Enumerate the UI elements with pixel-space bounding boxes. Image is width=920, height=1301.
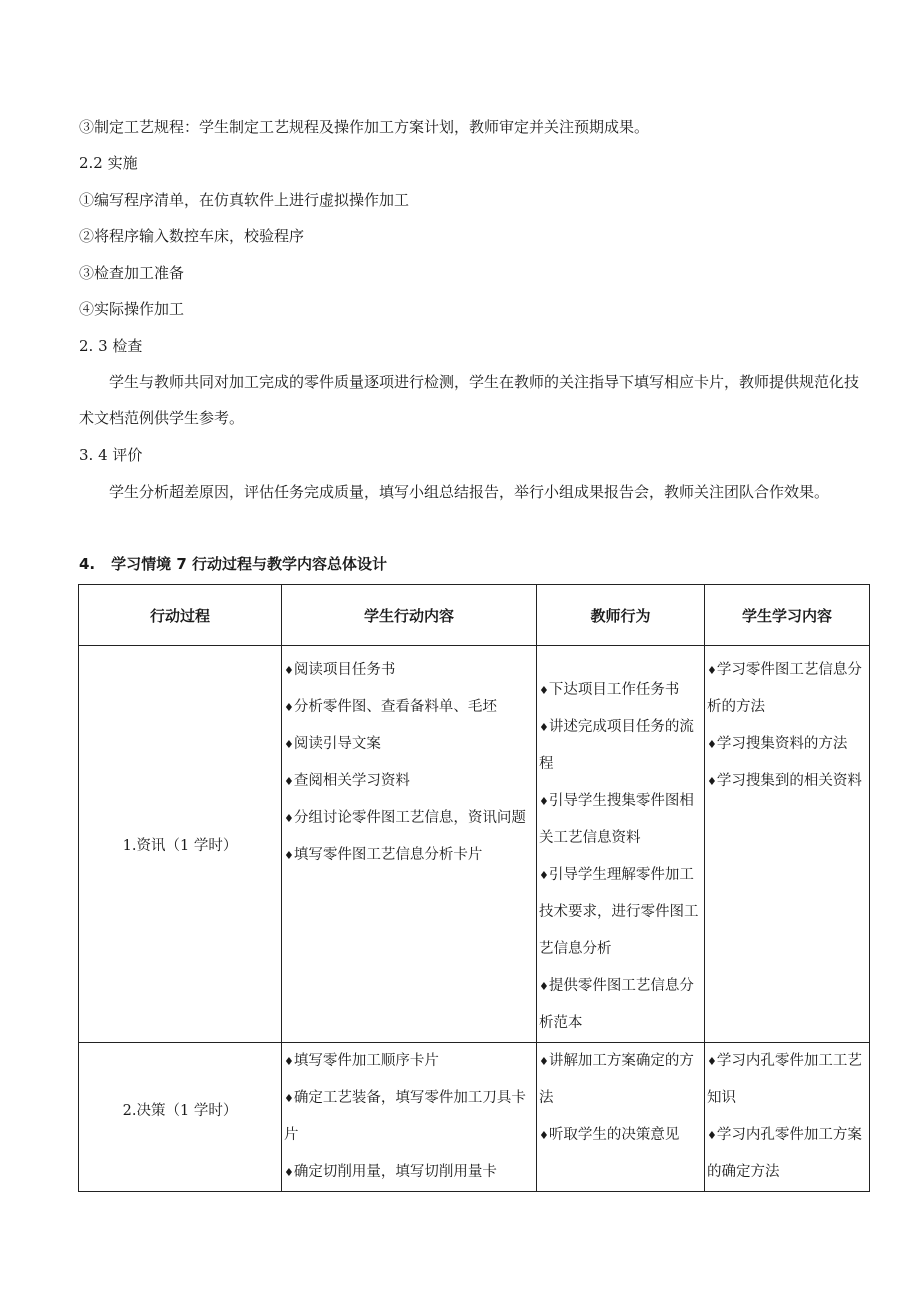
diamond-bullet-icon: ♦ [539,721,549,734]
list-item [707,1043,867,1117]
evaluation-paragraph [79,474,859,510]
list-item [539,783,702,857]
list-item [284,689,534,726]
diamond-bullet-icon: ♦ [284,1166,294,1179]
table-row [79,1043,870,1192]
diamond-bullet-icon: ♦ [539,1129,549,1142]
list-item-text: 下达项目工作任务书 [548,682,680,698]
teacher-behavior-cell [537,1043,705,1192]
list-item-text: 学习搜集资料的方法 [716,736,848,752]
learning-content-cell [705,1043,870,1192]
header-teacher-behavior: 教师行为 [537,585,705,646]
list-item-text: 填写零件加工顺序卡片 [293,1053,439,1069]
section-3-4-heading: 3. 4 评价 [79,446,143,464]
list-item [539,857,702,968]
diamond-bullet-icon: ♦ [284,1092,294,1105]
table-row [79,646,870,1043]
section-4-heading [79,554,387,574]
list-item [539,968,702,1042]
list-item-text: 引导学生搜集零件图相关工艺信息资料 [539,793,694,846]
student-action-cell [282,646,537,1043]
section-4-title: 学习情境 7 行动过程与教学内容总体设计 [111,555,388,573]
check-paragraph-text: 学生与教师共同对加工完成的零件质量逐项进行检测，学生在教师的关注指导下填写相应卡片，教师提供规范化技术文档范例供学生参考。 [79,373,860,427]
diamond-bullet-icon: ♦ [707,664,717,677]
section-4-number: 4. [79,555,96,573]
header-action-process: 行动过程 [79,585,282,646]
impl-step-2: ②将程序输入数控车床，校验程序 [79,227,305,245]
list-item-text: 确定工艺装备，填写零件加工刀具卡片 [284,1090,526,1143]
design-table [78,584,870,1192]
list-item [707,652,867,726]
diamond-bullet-icon: ♦ [284,664,294,677]
list-item [539,709,702,783]
list-item-text: 分组讨论零件图工艺信息，资讯问题 [293,810,526,826]
list-item [284,800,534,837]
list-item [707,726,867,763]
list-item-text: 提供零件图工艺信息分析范本 [539,978,694,1031]
list-item [539,1043,702,1117]
diamond-bullet-icon: ♦ [707,775,717,788]
diamond-bullet-icon: ♦ [707,1129,717,1142]
list-item-text: 学习内孔零件加工方案的确定方法 [707,1127,862,1180]
diamond-bullet-icon: ♦ [284,701,294,714]
student-action-cell [282,1043,537,1192]
list-item [284,837,534,874]
stage-cell: 1.资讯（1 学时） [79,646,282,1043]
list-item-text: 阅读引导文案 [293,736,381,752]
list-item [284,726,534,763]
diamond-bullet-icon: ♦ [284,775,294,788]
teacher-behavior-cell [537,646,705,1043]
table-header-row [79,585,870,646]
list-item-text: 填写零件图工艺信息分析卡片 [293,847,483,863]
section-2-3-heading: 2. 3 检查 [79,337,143,355]
header-learning-content: 学生学习内容 [705,585,870,646]
list-item-text: 学习零件图工艺信息分析的方法 [707,662,862,715]
stage-cell [79,1043,282,1192]
diamond-bullet-icon: ♦ [707,738,717,751]
section-2-2-heading: 2.2 实施 [79,154,138,172]
diamond-bullet-icon: ♦ [707,1055,717,1068]
impl-step-3: ③检查加工准备 [79,264,185,282]
check-paragraph [79,364,859,436]
list-item-text: 讲述完成项目任务的流程 [539,719,694,772]
list-item-text: 引导学生理解零件加工技术要求，进行零件图工艺信息分析 [539,867,699,957]
list-item [539,1117,702,1154]
list-item [539,672,702,709]
evaluation-paragraph-text: 学生分析超差原因，评估任务完成质量，填写小组总结报告，举行小组成果报告会，教师关注团队合作效果。 [109,483,830,501]
diamond-bullet-icon: ♦ [539,869,549,882]
header-student-action: 学生行动内容 [282,585,537,646]
list-item [284,652,534,689]
list-item [284,1043,534,1080]
list-item [284,1080,534,1154]
stage-label: 2.决策（1 学时） [122,1103,238,1119]
diamond-bullet-icon: ♦ [539,980,549,993]
list-item-text: 确定切削用量，填写切削用量卡 [293,1164,497,1180]
diamond-bullet-icon: ♦ [284,1055,294,1068]
list-item-text: 讲解加工方案确定的方法 [539,1053,694,1106]
list-item-text: 查阅相关学习资料 [293,773,410,789]
list-item-text: 学习内孔零件加工工艺知识 [707,1053,862,1106]
list-item [284,763,534,800]
list-item-text: 阅读项目任务书 [293,662,396,678]
list-item [284,1154,534,1191]
diamond-bullet-icon: ♦ [284,849,294,862]
list-item-text: 学习搜集到的相关资料 [716,773,862,789]
diamond-bullet-icon: ♦ [284,738,294,751]
list-item-text: 听取学生的决策意见 [548,1127,680,1143]
diamond-bullet-icon: ♦ [539,684,549,697]
diamond-bullet-icon: ♦ [539,1055,549,1068]
diamond-bullet-icon: ♦ [284,812,294,825]
step-3-text: ③制定工艺规程：学生制定工艺规程及操作加工方案计划，教师审定并关注预期成果。 [79,118,650,136]
list-item [707,1117,867,1191]
list-item-text: 分析零件图、查看备料单、毛坯 [293,699,497,715]
impl-step-1: ①编写程序清单，在仿真软件上进行虚拟操作加工 [79,191,410,209]
list-item [707,763,867,800]
impl-step-4: ④实际操作加工 [79,300,185,318]
learning-content-cell [705,646,870,1043]
diamond-bullet-icon: ♦ [539,795,549,808]
